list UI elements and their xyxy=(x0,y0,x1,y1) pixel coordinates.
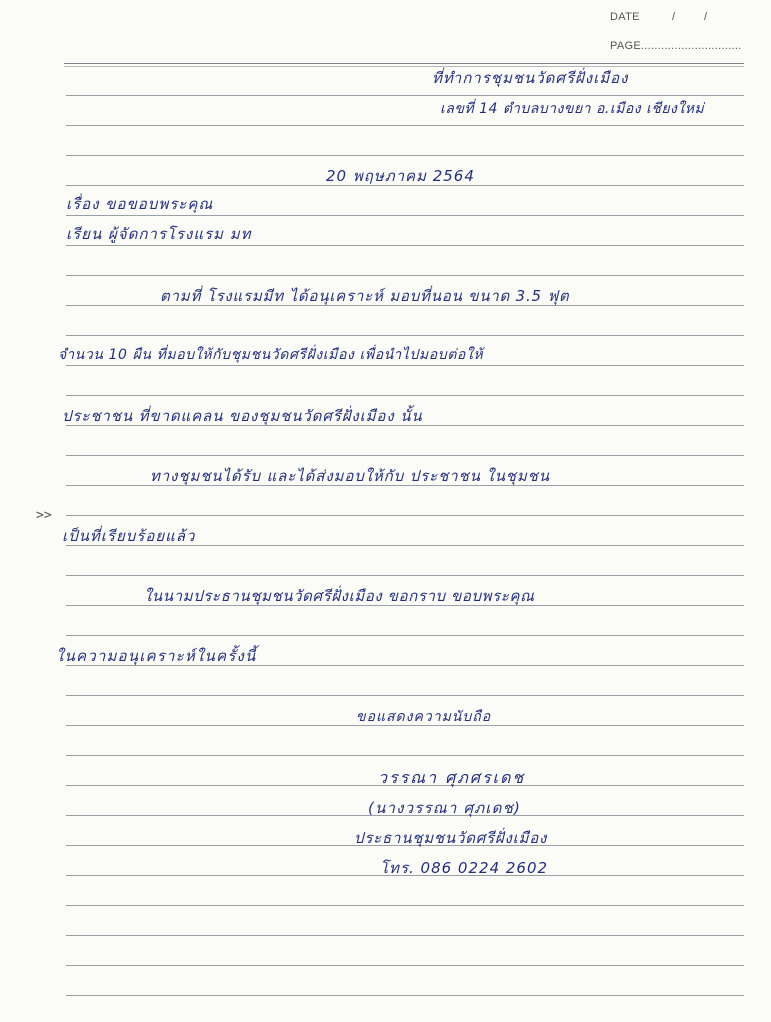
ruled-line xyxy=(66,335,744,336)
header-rule xyxy=(64,66,744,67)
body-line: ตามที่ โรงแรมมีท ได้อนุเคราะห์ มอบที่นอน ขนาด 3.5 ฟุต xyxy=(160,287,570,305)
signer-position: ประธานชุมชนวัดศรีฝั่งเมือง xyxy=(354,829,548,847)
signer-name: (นางวรรณา ศุภเดช) xyxy=(368,799,522,817)
page-label: PAGE.............................. xyxy=(610,40,742,52)
letter-subject: เรื่อง ขอขอบพระคุณ xyxy=(66,195,214,213)
ruled-line xyxy=(66,125,744,126)
sender-org: ที่ทำการชุมชนวัดศรีฝั่งเมือง xyxy=(432,69,629,87)
letter-date: 20 พฤษภาคม 2564 xyxy=(326,167,475,185)
ruled-line xyxy=(66,395,744,396)
body-line: ทางชุมชนได้รับ และได้ส่งมอบให้กับ ประชาชน ในชุมชน xyxy=(150,467,550,485)
thanks-line: ในนามประธานชุมชนวัดศรีฝั่งเมือง ขอกราบ ขอบพระคุณ xyxy=(144,587,535,605)
ruled-line xyxy=(66,455,744,456)
thanks-line: ในความอนุเคราะห์ในครั้งนี้ xyxy=(56,647,257,665)
date-label: DATE xyxy=(610,11,640,23)
signature: วรรณา ศุภศรเดช xyxy=(378,768,526,787)
header-rule xyxy=(64,63,744,64)
letter-recipient: เรียน ผู้จัดการโรงแรม มท xyxy=(66,225,252,243)
sender-address: เลขที่ 14 ตำบลบางขยา อ.เมือง เชียงใหม่ xyxy=(440,101,705,117)
ruled-line xyxy=(66,755,744,756)
body-line: จำนวน 10 ผืน ที่มอบให้กับชุมชนวัดศรีฝั่งเมือง เพื่อนำไปมอบต่อให้ xyxy=(58,347,484,363)
ruled-line xyxy=(66,965,744,966)
ruled-line xyxy=(66,995,744,996)
ruled-line xyxy=(66,275,744,276)
ruled-line xyxy=(66,155,744,156)
margin-marker: >> xyxy=(36,508,52,523)
ruled-line xyxy=(66,95,744,96)
ruled-line xyxy=(66,515,744,516)
ruled-line xyxy=(66,695,744,696)
closing: ขอแสดงความนับถือ xyxy=(356,709,492,725)
date-separator: / xyxy=(704,11,708,23)
ruled-line xyxy=(66,635,744,636)
ruled-line xyxy=(66,905,744,906)
ruled-line xyxy=(66,575,744,576)
date-separator: / xyxy=(672,11,676,23)
body-line: เป็นที่เรียบร้อยแล้ว xyxy=(62,527,196,545)
body-line: ประชาชน ที่ขาดแคลน ของชุมชนวัดศรีฝั่งเมือง นั้น xyxy=(62,407,423,425)
ruled-line xyxy=(66,935,744,936)
signer-phone: โทร. 086 0224 2602 xyxy=(380,859,549,877)
